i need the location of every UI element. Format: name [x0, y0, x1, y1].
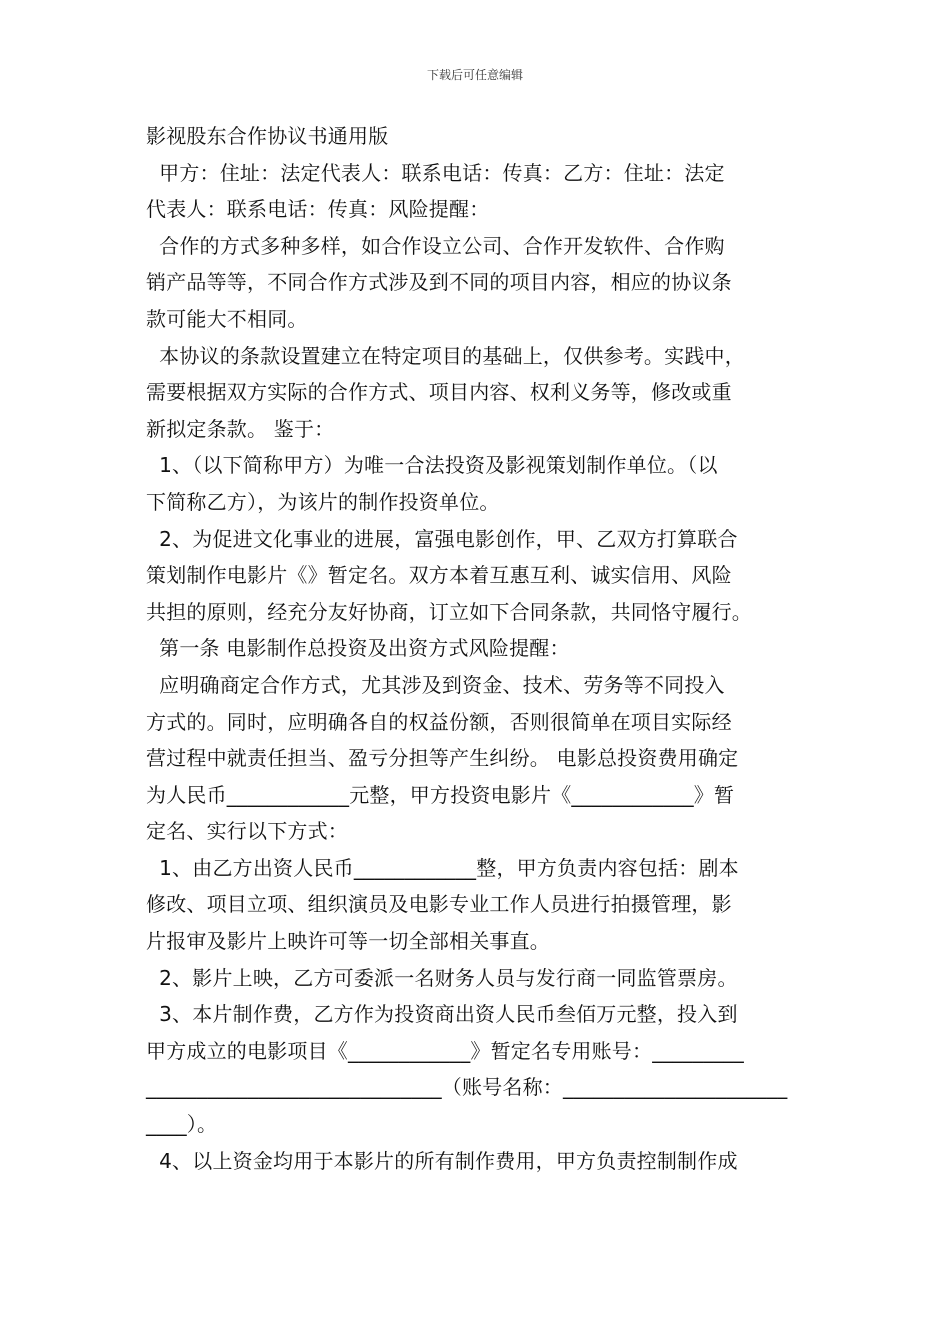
- text-line: 本协议的条款设置建立在特定项目的基础上，仅供参考。实践中，: [146, 343, 745, 368]
- text-line: 下简称乙方），为该片的制作投资单位。: [146, 489, 500, 514]
- text-line: 新拟定条款。 鉴于：: [146, 416, 335, 441]
- text-line: 4、以上资金均用于本影片的所有制作费用，甲方负责控制制作成: [146, 1148, 738, 1173]
- text-line: 甲方：住址：法定代表人：联系电话：传真：乙方：住址：法定: [146, 160, 725, 185]
- text-line: 代表人：联系电话：传真：风险提醒：: [146, 197, 490, 222]
- text-line: ____）。: [146, 1112, 218, 1137]
- text-line: 第一条 电影制作总投资及出资方式风险提醒：: [146, 636, 570, 661]
- text-line: 片报审及影片上映许可等一切全部相关事直。: [146, 929, 550, 954]
- text-line: 应明确商定合作方式，尤其涉及到资金、技术、劳务等不同投入: [146, 672, 725, 697]
- text-line: 营过程中就责任担当、盈亏分担等产生纠纷。 电影总投资费用确定: [146, 746, 739, 771]
- text-line: 合作的方式多种多样，如合作设立公司、合作开发软件、合作购: [146, 233, 725, 258]
- text-line: 款可能大不相同。: [146, 306, 308, 331]
- document-title: 影视股东合作协议书通用版: [146, 124, 389, 148]
- document-body: [146, 118, 806, 1179]
- text-line: 方式的。同时，应明确各自的权益份额，否则很简单在项目实际经: [146, 709, 732, 734]
- text-line: 销产品等等，不同合作方式涉及到不同的项目内容，相应的协议条: [146, 270, 732, 295]
- text-line: 策划制作电影片《》暂定名。双方本着互惠互利、诚实信用、风险: [146, 563, 732, 588]
- page-header: 下载后可任意编辑: [426, 68, 523, 82]
- text-line: 定名、实行以下方式：: [146, 819, 348, 844]
- text-line: 2、为促进文化事业的进展，富强电影创作，甲、乙双方打算联合: [146, 526, 738, 551]
- text-line: 修改、项目立项、组织演员及电影专业工作人员进行拍摄管理，影: [146, 892, 732, 917]
- text-line: 甲方成立的电影项目《____________》暂定名专用账号：_________: [146, 1038, 744, 1063]
- text-line: 需要根据双方实际的合作方式、项目内容、权利义务等，修改或重: [146, 380, 732, 405]
- text-line: 为人民币____________元整，甲方投资电影片《____________》暂: [146, 782, 735, 807]
- text-line: _____________________________（账号名称：______________________: [146, 1075, 788, 1100]
- text-line: 3、本片制作费，乙方作为投资商出资人民币叁佰万元整，投入到: [146, 1002, 738, 1027]
- text-line: 共担的原则，经充分友好协商，订立如下合同条款，共同恪守履行。: [146, 599, 752, 624]
- text-line: 2、影片上映，乙方可委派一名财务人员与发行商一同监管票房。: [146, 965, 738, 990]
- text-line: 1、由乙方出资人民币____________整，甲方负责内容包括：剧本: [146, 855, 739, 880]
- text-line: 1、（以下简称甲方）为唯一合法投资及影视策划制作单位。（以: [146, 453, 718, 478]
